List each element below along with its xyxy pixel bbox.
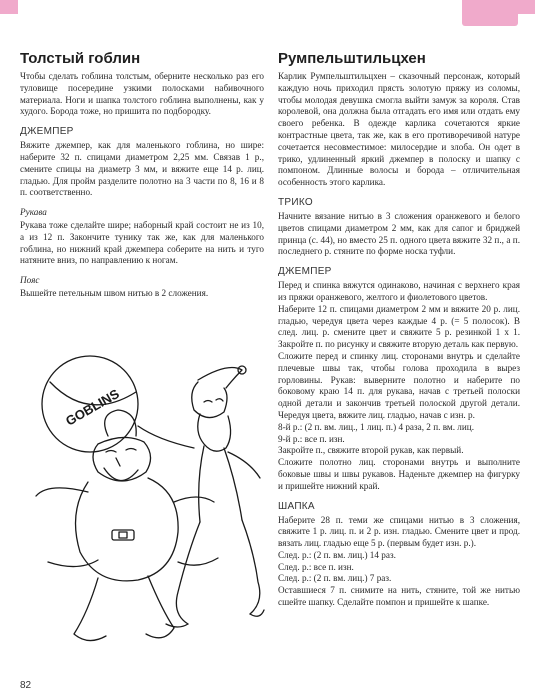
- hat-line: След. р.: (2 п. вм. лиц.) 7 раз.: [278, 573, 392, 584]
- sweater-line: Сложите перед и спинку лиц. сторонами внутрь и сделайте плечевые швы так, чтобы голова проходила в вырез горловины. Рукав: выверните полотно и наберите по боковому краю 14 п. для рукава, начав с третьей полоски одной детали и закончив третьей полоской другой детали. Чередуя цвета, вяжите лиц. гладью, начав с изн. р.: [278, 350, 520, 420]
- hat-line: След. р.: все п. изн.: [278, 561, 354, 572]
- hat-heading: ШАПКА: [278, 500, 315, 512]
- fat-goblin-intro: Чтобы сделать гоблина толстым, оберните несколько раз его туловище посередине узкими полосками набивочного материала. Ноги и шапка толстого гоблина выполнены, как у худого. Борода тоже, но пришита по подбородку.: [20, 71, 264, 117]
- sweater-heading-right: ДЖЕМПЕР: [278, 266, 332, 278]
- sweater-line: Сложите полотно лиц. сторонами внутрь и выполните боковые швы и швы рукавов. Наденьте джемпер на фигурку и пришейте нижний край.: [278, 457, 520, 491]
- ball-lettering: GOBLINS: [62, 386, 122, 429]
- sweater-line: Закройте п., свяжите второй рукав, как первый.: [278, 445, 464, 456]
- fat-goblin-title: Толстый гоблин: [20, 50, 141, 67]
- belt-text: Вышейте петельным швом нитью в 2 сложения.: [20, 287, 209, 298]
- sleeves-text: Рукава тоже сделайте шире; наборный край состоит не из 10, а из 12 п. Закончите тунику так же, как для маленького гоблина, но нижний край джемпера соберите на нить и туго натяните вниз, по направлению к ногам.: [20, 219, 264, 266]
- tights-text: Начните вязание нитью в 3 сложения оранжевого и белого цветов спицами диаметром 2 мм, как для сапог и бриджей принца (с. 44), но вместо 25 п. одного цвета вяжите 32 п., а п. последнего р. стяните по форме носка туфли.: [278, 210, 520, 257]
- hat-line: Оставшиеся 7 п. снимите на нить, стяните, той же нитью сшейте шапку. Сделайте помпон и пришейте к шапке.: [278, 585, 520, 608]
- top-decorative-band: [0, 0, 535, 26]
- hat-line: След. р.: (2 п. вм. лиц.) 14 раз.: [278, 549, 396, 560]
- sweater-text: Вяжите джемпер, как для маленького гоблина, но шире: наберите 32 п. спицами диаметром 2,25 мм. Связав 1 р., смените спицы на диаметр 3 мм, и вяжите еще 14 р. лиц. гладью. Для пройм разделите полотно на 3 части по 8, 16 и 8 п. соответственно.: [20, 140, 264, 198]
- goblins-illustration: [28, 352, 268, 652]
- sweater-line: Наберите 12 п. спицами диаметром 2 мм и вяжите 20 р. лиц. гладью, чередуя цвета через каждые 4 р. (= 5 полосок). В след. лиц. р. смените цвет и свяжите 5 р. резинкой 1 х 1. Закройте п. по рисунку и свяжите вторую деталь как первую.: [278, 303, 520, 350]
- right-column: [278, 50, 520, 609]
- page-number: 82: [20, 680, 32, 691]
- rumpelstiltskin-title: Румпельштильцхен: [278, 50, 426, 67]
- tights-heading: ТРИКО: [278, 196, 313, 208]
- hat-line: Наберите 28 п. теми же спицами нитью в 3 сложения, свяжите 1 р. лиц. п. и 2 р. изн. гладью. Смените цвет и прод. вязать лиц. гладью еще 5 р. (первым будет изн. р.).: [278, 514, 520, 549]
- pink-tab: [462, 0, 518, 26]
- sweater-line: Перед и спинка вяжутся одинаково, начиная с верхнего края из пряжи оранжевого, желтого и фиолетового цветов.: [278, 280, 520, 302]
- belt-heading: Пояс: [20, 275, 40, 286]
- white-gap: [18, 0, 518, 14]
- sweater-line: 8-й р.: (2 п. вм. лиц., 1 лиц. п.) 4 раза, 2 п. вм. лиц.: [278, 421, 475, 432]
- sweater-heading: ДЖЕМПЕР: [20, 126, 74, 138]
- left-column: [20, 50, 264, 300]
- rumpelstiltskin-intro: Карлик Румпельштильцхен – сказочный персонаж, который каждую ночь приходил прясть золотую пряжу из соломы, чтобы молодая девушка смогла выйти замуж за короля. Став королевой, она должна была отгадать его имя или отдать ему своего ребенка. В одежде карлика сочетаются яркие контрастные цвета, так же, как в его противоречивой натуре сочетается несовместимое: милосердие и злоба. Он одет в трико, удлиненный яркий джемпер в полоску и шапку с помпоном. Длинные волосы и борода – отличительная особенность этого карлика.: [278, 71, 520, 188]
- sleeves-heading: Рукава: [20, 207, 47, 218]
- sweater-line: 9-й р.: все п. изн.: [278, 433, 345, 444]
